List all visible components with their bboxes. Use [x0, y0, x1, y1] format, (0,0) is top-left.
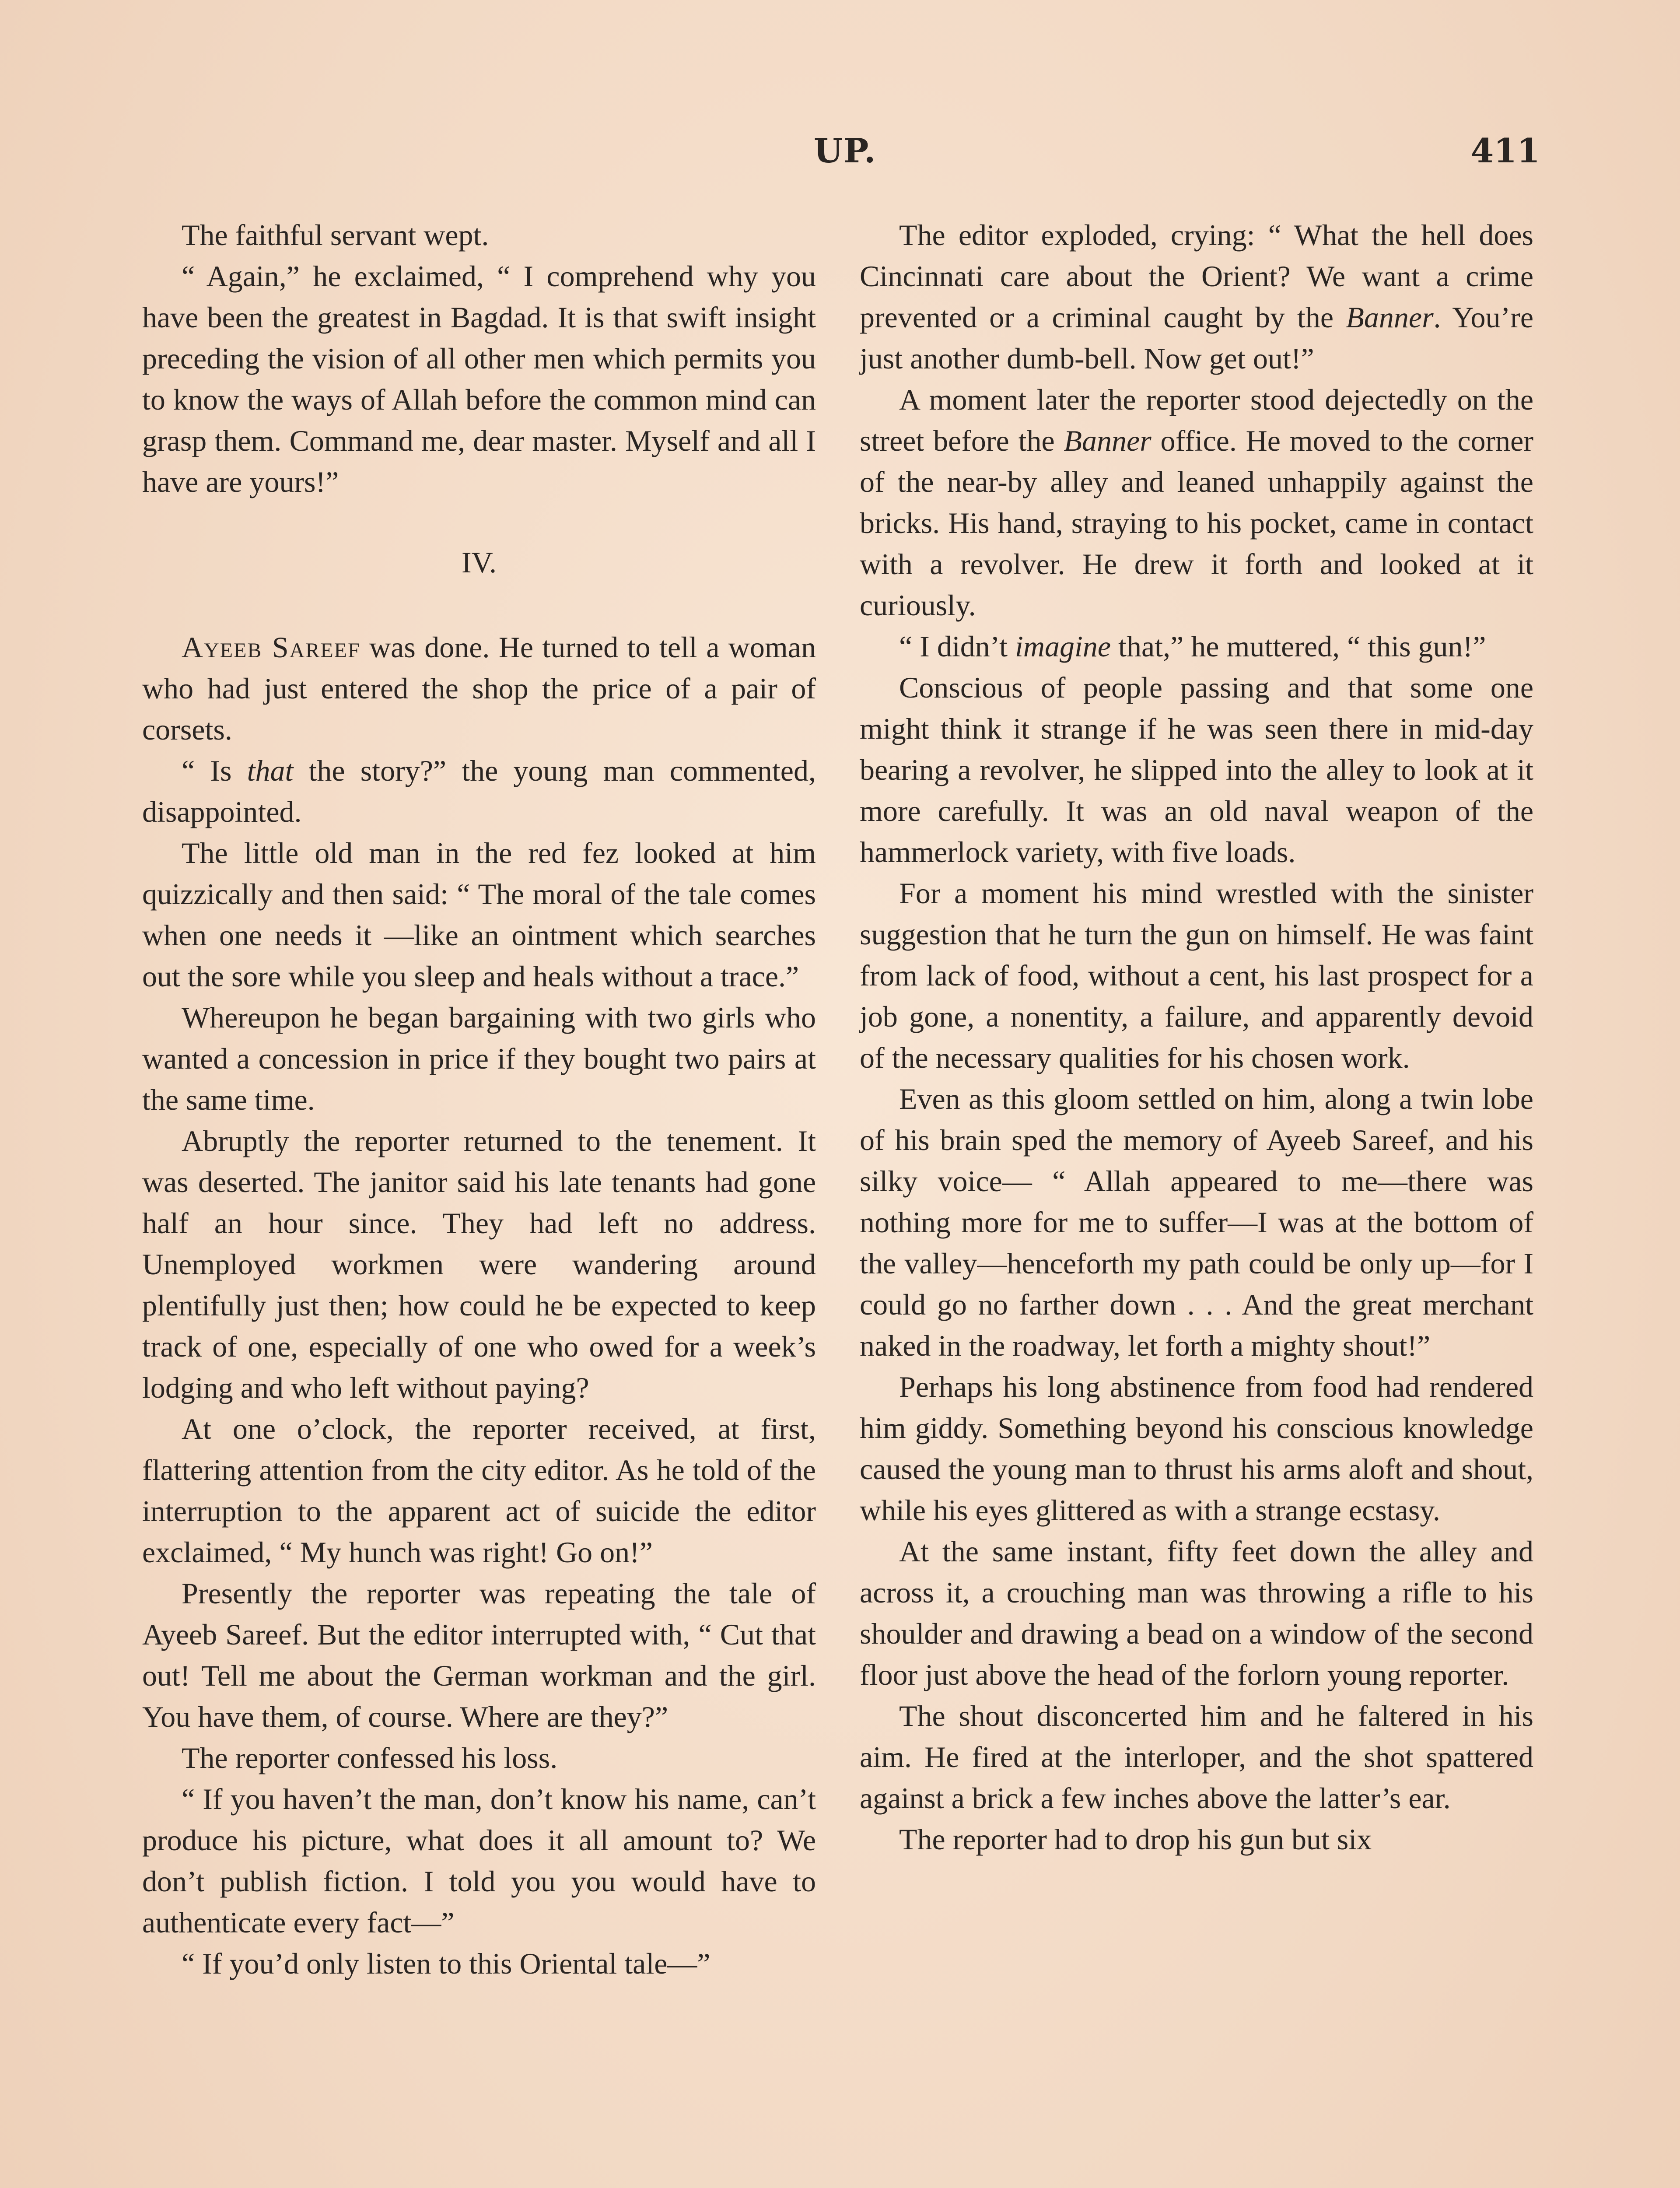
paragraph: The faithful servant wept. [182, 218, 489, 252]
paragraph-text: The editor exploded, crying: “ What the hell does Cincinnati care about the Orient? We want a crime prevented or a criminal caught by the [860, 218, 1533, 334]
paragraph: “ Again,” he exclaimed, “ I comprehend why you have been the greatest in Bagdad. It is that swift insight preceding the vision of all other men which permits you to know the ways of Allah before the common mind can grasp them. Command me, dear master. Myself and all I have are yours!” [142, 259, 816, 498]
paragraph: Conscious of people passing and that some one might think it strange if he was seen there in mid-day bearing a revolver, he slipped into the alley to look at it more carefully. It was an old naval weapon of the hammerlock variety, with five loads. [860, 671, 1533, 869]
paragraph [860, 379, 1533, 626]
paragraph: The reporter had to drop his gun but six [899, 1823, 1372, 1856]
paragraph-text: was done. He turned to tell a woman who had just entered the shop the price of a pair of corsets. [142, 631, 816, 746]
paragraph-text: A moment later the reporter stood dejectedly on the street before the [860, 383, 1533, 457]
left-column [142, 214, 816, 1984]
paragraph: Perhaps his long abstinence from food had rendered him giddy. Something beyond his conscious knowledge caused the young man to thrust his arms aloft and shout, while his eyes glittered as with a strange ecstasy. [860, 1370, 1533, 1527]
paragraph: Presently the reporter was repeating the tale of Ayeeb Sareef. But the editor interrupted with, “ Cut that out! Tell me about the German workman and the girl. You have them, of course. Where are they?” [142, 1577, 816, 1733]
paragraph [142, 750, 816, 832]
paragraph-text: . You’re just another dumb-bell. Now get out!” [860, 301, 1533, 375]
right-column [860, 214, 1533, 1860]
paragraph [142, 627, 816, 750]
paragraph-text: that,” he muttered, “ this gun!” [1111, 630, 1486, 663]
section-heading: IV. [462, 546, 497, 579]
paragraph-text: the story?” the young man commented, disappointed. [142, 754, 816, 828]
paragraph [860, 626, 1533, 667]
paragraph: For a moment his mind wrestled with the sinister suggestion that he turn the gun on himself. He was faint from lack of food, without a cent, his last prospect for a job gone, a nonentity, a failure, and apparently devoid of the necessary qualities for his chosen work. [860, 877, 1533, 1074]
paragraph: Abruptly the reporter returned to the tenement. It was deserted. The janitor said his late tenants had gone half an hour since. They had left no address. Unemployed workmen were wandering around plentifully just then; how could he be expected to keep track of one, especially of one who owed for a week’s lodging and who left without paying? [142, 1124, 816, 1404]
emphasis: Banner [1346, 301, 1434, 334]
paragraph-text: office. He moved to the corner of the near-by alley and leaned unhappily against the bricks. His hand, straying to his pocket, came in contact with a revolver. He drew it forth and looked at it curiously. [860, 424, 1533, 622]
emphasis: Banner [1064, 424, 1152, 457]
paragraph: At the same instant, fifty feet down the alley and across it, a crouching man was throwing a rifle to his shoulder and drawing a bead on a window of the second floor just above the head of the forlorn young reporter. [860, 1535, 1533, 1691]
running-title: UP. [814, 131, 877, 170]
paragraph: The little old man in the red fez looked at him quizzically and then said: “ The moral of the tale comes when one needs it —like an ointment which searches out the sore while you sleep and heals without a trace.” [142, 836, 816, 993]
paragraph-text: “ Is [182, 754, 247, 787]
emphasis: imagine [1015, 630, 1111, 663]
paragraph: The shout disconcerted him and he faltered in his aim. He fired at the interloper, and the shot spattered against a brick a few inches above the latter’s ear. [860, 1699, 1533, 1815]
character-name: Ayeeb Sareef [182, 631, 360, 664]
page-number: 411 [1470, 131, 1540, 170]
paragraph: The reporter confessed his loss. [182, 1741, 558, 1774]
running-header [140, 131, 1540, 175]
emphasis: that [247, 754, 294, 787]
paragraph: At one o’clock, the reporter received, at first, flattering attention from the city editor. As he told of the interruption to the apparent act of suicide the editor exclaimed, “ My hunch was right! Go on!” [142, 1412, 816, 1569]
paragraph: “ If you haven’t the man, don’t know his name, can’t produce his picture, what does it all amount to? We don’t publish fiction. I told you you would have to authenticate every fact—” [142, 1782, 816, 1939]
paragraph [860, 214, 1533, 379]
paragraph: “ If you’d only listen to this Oriental tale—” [182, 1947, 710, 1980]
paragraph-text: “ I didn’t [899, 630, 1015, 663]
paragraph: Whereupon he began bargaining with two girls who wanted a concession in price if they bought two pairs at the same time. [142, 1001, 816, 1116]
paragraph: Even as this gloom settled on him, along a twin lobe of his brain sped the memory of Ayeeb Sareef, and his silky voice— “ Allah appeared to me—there was nothing more for me to suffer—I was at the bottom of the valley—henceforth my path could be only up—for I could go no farther down . . . And the great merchant naked in the roadway, let forth a mighty shout!” [860, 1082, 1533, 1362]
